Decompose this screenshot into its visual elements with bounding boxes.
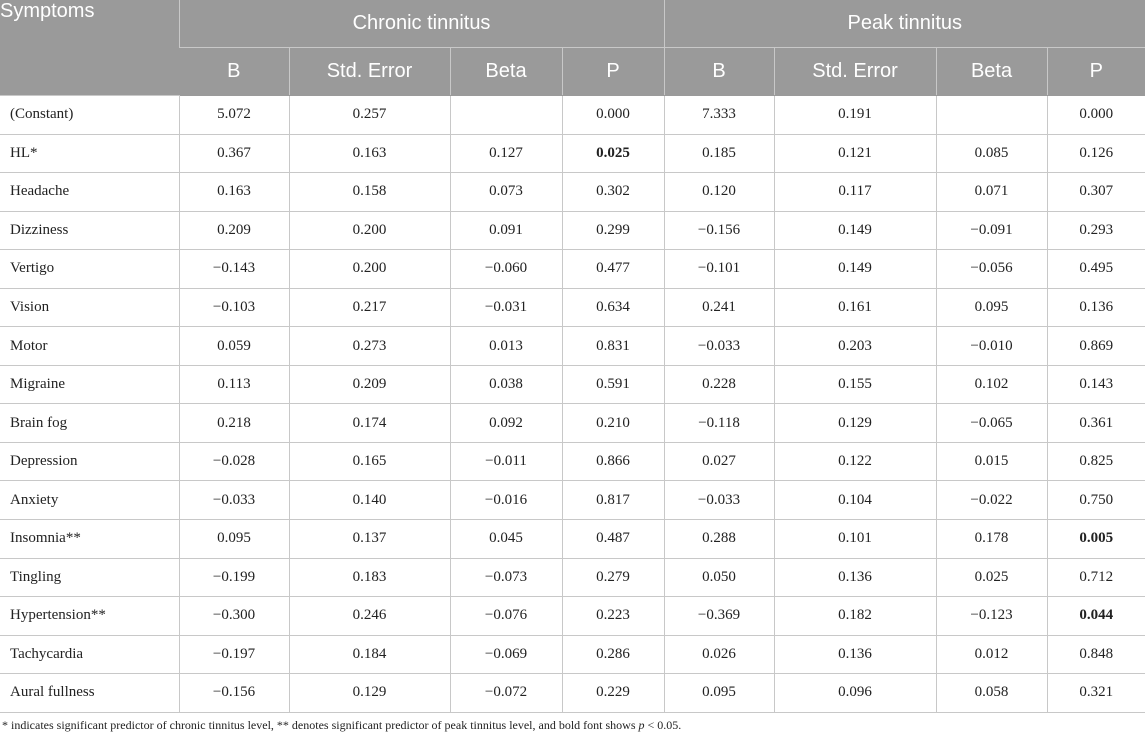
table-cell: −0.056 (936, 250, 1047, 289)
row-label: Aural fullness (0, 674, 179, 713)
table-cell: 0.044 (1047, 597, 1145, 636)
table-cell: 0.149 (774, 250, 936, 289)
table-cell: 0.182 (774, 597, 936, 636)
table-cell: 0.127 (450, 134, 562, 173)
table-cell: 0.149 (774, 211, 936, 250)
table-row (0, 674, 1145, 713)
row-label: Anxiety (0, 481, 179, 520)
table-cell: 0.136 (774, 635, 936, 674)
table-cell: 0.102 (936, 365, 1047, 404)
row-label: Migraine (0, 365, 179, 404)
symptoms-header: Symptoms (0, 0, 179, 96)
table-cell: −0.069 (450, 635, 562, 674)
table-cell: 0.096 (774, 674, 936, 713)
table-cell: −0.143 (179, 250, 289, 289)
table-cell: 0.321 (1047, 674, 1145, 713)
table-cell: 0.025 (562, 134, 664, 173)
table-cell: 0.217 (289, 288, 450, 327)
table-cell: 0.279 (562, 558, 664, 597)
table-cell: −0.369 (664, 597, 774, 636)
table-cell (450, 96, 562, 135)
row-label: Tachycardia (0, 635, 179, 674)
table-cell: 0.026 (664, 635, 774, 674)
table-cell: 0.866 (562, 442, 664, 481)
table-cell: −0.156 (179, 674, 289, 713)
table-cell: 0.299 (562, 211, 664, 250)
chronic-tinnitus-header: Chronic tinnitus (179, 0, 664, 48)
table-cell: 0.869 (1047, 327, 1145, 366)
table-cell: 0.495 (1047, 250, 1145, 289)
table-cell: 0.257 (289, 96, 450, 135)
table-cell: 0.015 (936, 442, 1047, 481)
table-cell: 0.005 (1047, 520, 1145, 559)
table-row (0, 327, 1145, 366)
table-cell: 0.027 (664, 442, 774, 481)
table-cell: 0.155 (774, 365, 936, 404)
peak-tinnitus-header: Peak tinnitus (664, 0, 1145, 48)
table-row (0, 597, 1145, 636)
table-cell: 0.058 (936, 674, 1047, 713)
table-row (0, 134, 1145, 173)
table-cell: 0.038 (450, 365, 562, 404)
column-header: P (1047, 48, 1145, 96)
table-cell: 0.712 (1047, 558, 1145, 597)
table-cell: 0.183 (289, 558, 450, 597)
table-cell: 0.241 (664, 288, 774, 327)
table-cell: 0.136 (774, 558, 936, 597)
table-row (0, 635, 1145, 674)
table-cell: 0.158 (289, 173, 450, 212)
table-row (0, 173, 1145, 212)
table-cell: 0.122 (774, 442, 936, 481)
table-cell: 0.137 (289, 520, 450, 559)
table-cell: −0.011 (450, 442, 562, 481)
table-cell: 0.200 (289, 250, 450, 289)
table-cell: 0.307 (1047, 173, 1145, 212)
table-cell: −0.156 (664, 211, 774, 250)
table-cell: −0.123 (936, 597, 1047, 636)
column-header: B (664, 48, 774, 96)
table-cell: −0.016 (450, 481, 562, 520)
row-label: Motor (0, 327, 179, 366)
table-cell: −0.010 (936, 327, 1047, 366)
table-cell: 0.477 (562, 250, 664, 289)
table-cell: 0.143 (1047, 365, 1145, 404)
table-cell: 0.210 (562, 404, 664, 443)
table-cell: 0.178 (936, 520, 1047, 559)
footnote-threshold: < 0.05. (644, 718, 682, 732)
table-cell: 0.059 (179, 327, 289, 366)
table-cell: 0.185 (664, 134, 774, 173)
row-label: Brain fog (0, 404, 179, 443)
table-cell: −0.076 (450, 597, 562, 636)
table-cell: −0.101 (664, 250, 774, 289)
table-cell: 0.825 (1047, 442, 1145, 481)
table-row (0, 211, 1145, 250)
table-cell: 5.072 (179, 96, 289, 135)
table-cell: 7.333 (664, 96, 774, 135)
table-cell: 0.487 (562, 520, 664, 559)
table-cell: −0.033 (664, 481, 774, 520)
table-cell: 0.085 (936, 134, 1047, 173)
footnote-p-symbol: p (638, 718, 645, 732)
table-cell: 0.012 (936, 635, 1047, 674)
table-cell: 0.302 (562, 173, 664, 212)
table-cell: 0.104 (774, 481, 936, 520)
footnote-text: * indicates significant predictor of chronic tinnitus level, ** denotes significant predictor of peak tinnitus level, and bold font shows (2, 718, 639, 732)
table-cell: 0.092 (450, 404, 562, 443)
row-label: Headache (0, 173, 179, 212)
table-cell: 0.288 (664, 520, 774, 559)
table-row (0, 250, 1145, 289)
table-cell: −0.065 (936, 404, 1047, 443)
table-row (0, 558, 1145, 597)
table-cell: 0.174 (289, 404, 450, 443)
table-cell: 0.200 (289, 211, 450, 250)
table-row (0, 520, 1145, 559)
table-cell (936, 96, 1047, 135)
table-cell: 0.286 (562, 635, 664, 674)
table-row (0, 96, 1145, 135)
table-cell: 0.228 (664, 365, 774, 404)
table-cell: 0.095 (179, 520, 289, 559)
table-cell: 0.000 (1047, 96, 1145, 135)
table-cell: 0.129 (289, 674, 450, 713)
table-cell: 0.634 (562, 288, 664, 327)
table-row (0, 442, 1145, 481)
table-cell: 0.273 (289, 327, 450, 366)
table-cell: 0.163 (289, 134, 450, 173)
row-label: Hypertension** (0, 597, 179, 636)
table-cell: 0.101 (774, 520, 936, 559)
table-cell: 0.121 (774, 134, 936, 173)
table-cell: 0.095 (936, 288, 1047, 327)
row-label: Vision (0, 288, 179, 327)
table-cell: 0.223 (562, 597, 664, 636)
table-cell: −0.300 (179, 597, 289, 636)
table-cell: 0.229 (562, 674, 664, 713)
table-cell: −0.103 (179, 288, 289, 327)
table-cell: −0.060 (450, 250, 562, 289)
row-label: HL* (0, 134, 179, 173)
row-label: Insomnia** (0, 520, 179, 559)
table-row (0, 404, 1145, 443)
table-cell: 0.163 (179, 173, 289, 212)
table-cell: −0.072 (450, 674, 562, 713)
table-cell: 0.361 (1047, 404, 1145, 443)
row-label: Depression (0, 442, 179, 481)
table-cell: 0.091 (450, 211, 562, 250)
table-cell: 0.113 (179, 365, 289, 404)
column-header: P (562, 48, 664, 96)
table-cell: 0.129 (774, 404, 936, 443)
table-cell: 0.831 (562, 327, 664, 366)
table-cell: 0.591 (562, 365, 664, 404)
table-cell: 0.140 (289, 481, 450, 520)
table-cell: 0.025 (936, 558, 1047, 597)
table-cell: 0.126 (1047, 134, 1145, 173)
column-header: Std. Error (774, 48, 936, 96)
table-cell: 0.750 (1047, 481, 1145, 520)
table-cell: 0.136 (1047, 288, 1145, 327)
table-cell: −0.073 (450, 558, 562, 597)
table-cell: 0.367 (179, 134, 289, 173)
table-cell: −0.033 (179, 481, 289, 520)
column-header: Beta (450, 48, 562, 96)
table-cell: −0.197 (179, 635, 289, 674)
row-label: (Constant) (0, 96, 179, 135)
table-cell: 0.848 (1047, 635, 1145, 674)
table-cell: −0.199 (179, 558, 289, 597)
table-footnote (2, 718, 681, 733)
table-cell: −0.031 (450, 288, 562, 327)
table-cell: 0.120 (664, 173, 774, 212)
table-cell: 0.184 (289, 635, 450, 674)
table-cell: 0.817 (562, 481, 664, 520)
table-cell: 0.209 (179, 211, 289, 250)
table-body (0, 96, 1145, 713)
table-cell: 0.165 (289, 442, 450, 481)
row-label: Tingling (0, 558, 179, 597)
table-row (0, 288, 1145, 327)
table-cell: −0.028 (179, 442, 289, 481)
table-cell: −0.033 (664, 327, 774, 366)
row-label: Vertigo (0, 250, 179, 289)
table-cell: 0.246 (289, 597, 450, 636)
column-header: Beta (936, 48, 1047, 96)
table-row (0, 365, 1145, 404)
table-cell: −0.118 (664, 404, 774, 443)
table-cell: 0.073 (450, 173, 562, 212)
table-cell: 0.013 (450, 327, 562, 366)
table-row (0, 481, 1145, 520)
table-cell: −0.022 (936, 481, 1047, 520)
table-cell: 0.000 (562, 96, 664, 135)
table-cell: 0.071 (936, 173, 1047, 212)
table-cell: 0.191 (774, 96, 936, 135)
table-cell: −0.091 (936, 211, 1047, 250)
column-header: Std. Error (289, 48, 450, 96)
table-cell: 0.117 (774, 173, 936, 212)
table-cell: 0.050 (664, 558, 774, 597)
table-cell: 0.293 (1047, 211, 1145, 250)
table-cell: 0.209 (289, 365, 450, 404)
table-cell: 0.045 (450, 520, 562, 559)
table-cell: 0.203 (774, 327, 936, 366)
table-cell: 0.161 (774, 288, 936, 327)
row-label: Dizziness (0, 211, 179, 250)
column-header: B (179, 48, 289, 96)
header-row-groups (0, 0, 1145, 48)
table-cell: 0.095 (664, 674, 774, 713)
table-cell: 0.218 (179, 404, 289, 443)
